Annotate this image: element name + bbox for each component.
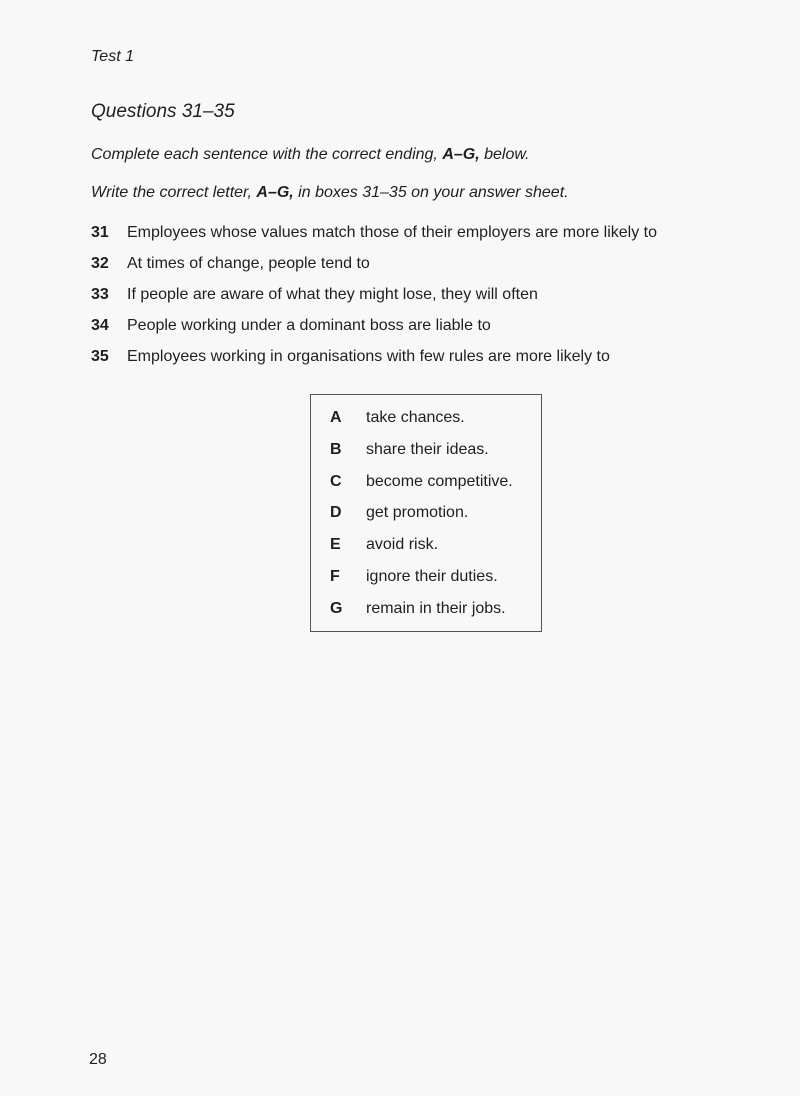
question-list: [91, 224, 657, 379]
instruction-1-tail: below.: [479, 146, 530, 163]
ending-text: get promotion.: [366, 504, 469, 522]
endings-list: [330, 409, 513, 632]
question-item: [91, 317, 657, 348]
ending-item: [330, 504, 513, 536]
question-item: [91, 348, 657, 379]
instruction-1-text: Complete each sentence with the correct ending,: [91, 146, 443, 163]
question-number: 32: [91, 255, 109, 272]
ending-text: avoid risk.: [366, 536, 439, 554]
ending-item: [330, 409, 513, 441]
ending-item: [330, 473, 513, 505]
ending-text: ignore their duties.: [366, 567, 498, 585]
question-item: [91, 286, 657, 317]
ending-letter: D: [330, 504, 342, 522]
ending-text: take chances.: [366, 409, 465, 426]
question-number: 31: [91, 224, 109, 241]
ending-letter: B: [330, 440, 342, 458]
question-number: 34: [91, 317, 109, 334]
ending-letter: G: [330, 599, 343, 617]
ending-item: [330, 568, 513, 600]
ending-item: [330, 600, 513, 632]
ending-letter: F: [330, 567, 340, 585]
question-text: People working under a dominant boss are liable to: [127, 317, 491, 334]
page-number: 28: [89, 1051, 107, 1068]
ending-letter: C: [330, 472, 342, 490]
question-number: 35: [91, 348, 109, 365]
running-header: Test 1: [91, 48, 134, 65]
question-number: 33: [91, 286, 109, 303]
ending-text: remain in their jobs.: [366, 599, 506, 617]
ending-letter: A: [330, 409, 342, 426]
instruction-2-tail: in boxes 31–35 on your answer sheet.: [293, 184, 569, 201]
question-text: If people are aware of what they might lose, they will often: [127, 286, 538, 303]
question-text: Employees whose values match those of their employers are more likely to: [127, 224, 658, 241]
question-text: Employees working in organisations with few rules are more likely to: [127, 348, 610, 365]
endings-box: [310, 394, 542, 632]
ending-item: [330, 441, 513, 473]
instruction-2-letter-range: A–G,: [256, 184, 294, 201]
question-text: At times of change, people tend to: [127, 255, 370, 272]
section-title: Questions 31–35: [91, 101, 235, 122]
ending-item: [330, 536, 513, 568]
instruction-write-letter: [91, 184, 569, 202]
instruction-complete-sentences: [91, 146, 529, 164]
ending-text: share their ideas.: [366, 440, 489, 458]
question-item: [91, 255, 657, 286]
ending-text: become competitive.: [366, 472, 513, 490]
ending-letter: E: [330, 536, 341, 554]
instruction-1-letter-range: A–G,: [442, 146, 480, 163]
question-item: [91, 224, 657, 255]
instruction-2-text: Write the correct letter,: [91, 184, 257, 201]
